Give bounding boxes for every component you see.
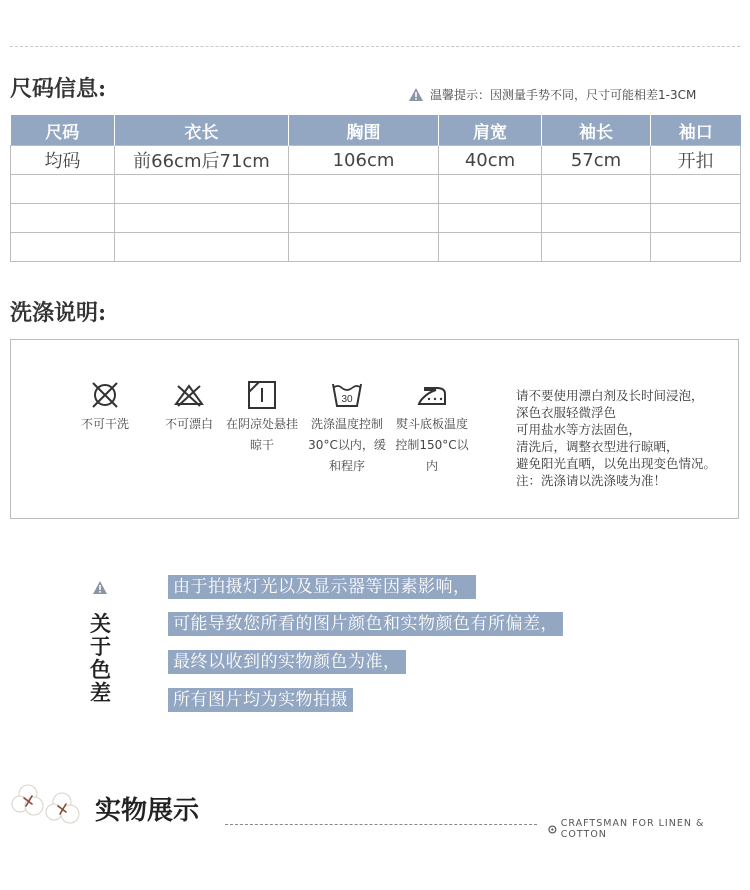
color-difference-line: 所有图片均为实物拍摄 [168, 688, 353, 712]
wash-30-icon [330, 380, 364, 410]
care-item-no-bleach [151, 380, 227, 435]
table-cell [289, 175, 439, 204]
table-cell: 106cm [289, 146, 439, 175]
wash-section-title: 洗涤说明: [10, 300, 107, 326]
table-cell [115, 175, 289, 204]
care-item-iron [391, 380, 473, 477]
size-table [10, 115, 741, 262]
table-cell [542, 175, 651, 204]
table-cell [439, 175, 542, 204]
measurement-tip [408, 86, 696, 103]
table-cell [542, 204, 651, 233]
header-cuff: 袖口 [651, 115, 741, 146]
table-row [11, 204, 741, 233]
table-cell [11, 175, 115, 204]
care-label: 熨斗底板温度控制150°C以内 [395, 417, 469, 473]
table-cell [439, 204, 542, 233]
craftsman-tagline [548, 818, 750, 840]
wash-temp-text: 30 [341, 394, 353, 405]
warning-icon [92, 580, 108, 595]
size-table-header [11, 115, 741, 146]
table-cell [11, 204, 115, 233]
no-dry-clean-icon [89, 380, 121, 410]
table-cell: 40cm [439, 146, 542, 175]
table-cell [289, 204, 439, 233]
care-note-line: 可用盐水等方法固色， [516, 422, 642, 437]
care-note-line: 清洗后，调整衣型进行晾晒， [516, 439, 679, 454]
hang-dry-shade-icon [246, 380, 278, 410]
bullet-icon [548, 825, 557, 834]
table-cell [439, 233, 542, 262]
warning-icon [408, 87, 424, 102]
care-note-line: 深色衣服轻微浮色 [516, 405, 617, 420]
care-instructions-box [10, 339, 739, 519]
care-item-hang-dry [221, 380, 303, 456]
header-sleeve: 袖长 [542, 115, 651, 146]
header-chest: 胸围 [289, 115, 439, 146]
size-section-title: 尺码信息: [10, 76, 107, 102]
table-cell: 57cm [542, 146, 651, 175]
care-label: 不可漂白 [164, 417, 213, 431]
header-shoulder: 肩宽 [439, 115, 542, 146]
no-bleach-icon [172, 380, 206, 410]
care-note-line: 请不要使用漂白剂及长时间浸泡， [516, 388, 704, 403]
color-difference-title: 关于色差 [90, 611, 111, 705]
table-row [11, 175, 741, 204]
color-difference-line: 可能导致您所看的图片颜色和实物颜色有所偏差， [168, 612, 563, 636]
care-item-wash-temp [305, 380, 389, 477]
care-note-line: 避免阳光直晒，以免出现变色情况。 [516, 456, 717, 471]
table-cell [115, 233, 289, 262]
header-length: 衣长 [115, 115, 289, 146]
table-cell [651, 233, 741, 262]
care-label: 在阴凉处悬挂晾干 [225, 417, 298, 452]
header-size: 尺码 [11, 115, 115, 146]
cotton-flower-icon [10, 780, 86, 826]
color-difference-line: 由于拍摄灯光以及显示器等因素影响， [168, 575, 476, 599]
care-notes [516, 387, 716, 489]
table-cell: 前66cm后71cm [115, 146, 289, 175]
table-cell [115, 204, 289, 233]
care-label: 洗涤温度控制30°C以内，缓和程序 [308, 417, 386, 473]
table-row [11, 233, 741, 262]
craftsman-text: CRAFTSMAN FOR LINEN & COTTON [560, 818, 705, 840]
care-label: 不可干洗 [80, 417, 129, 431]
table-cell: 开扣 [651, 146, 741, 175]
table-cell [651, 204, 741, 233]
iron-icon [415, 380, 449, 410]
showcase-title: 实物展示 [95, 796, 200, 826]
care-note-line: 注：洗涤请以洗涤唛为准！ [516, 473, 667, 488]
table-cell: 均码 [11, 146, 115, 175]
table-cell [289, 233, 439, 262]
color-difference-line: 最终以收到的实物颜色为准， [168, 650, 406, 674]
top-divider [10, 46, 740, 47]
table-cell [11, 233, 115, 262]
care-item-no-dry-clean [67, 380, 143, 435]
table-cell [651, 175, 741, 204]
table-row [11, 146, 741, 175]
measurement-tip-text: 温馨提示：因测量手势不同，尺寸可能相差1-3CM [430, 88, 697, 102]
table-cell [542, 233, 651, 262]
showcase-divider [225, 824, 537, 825]
